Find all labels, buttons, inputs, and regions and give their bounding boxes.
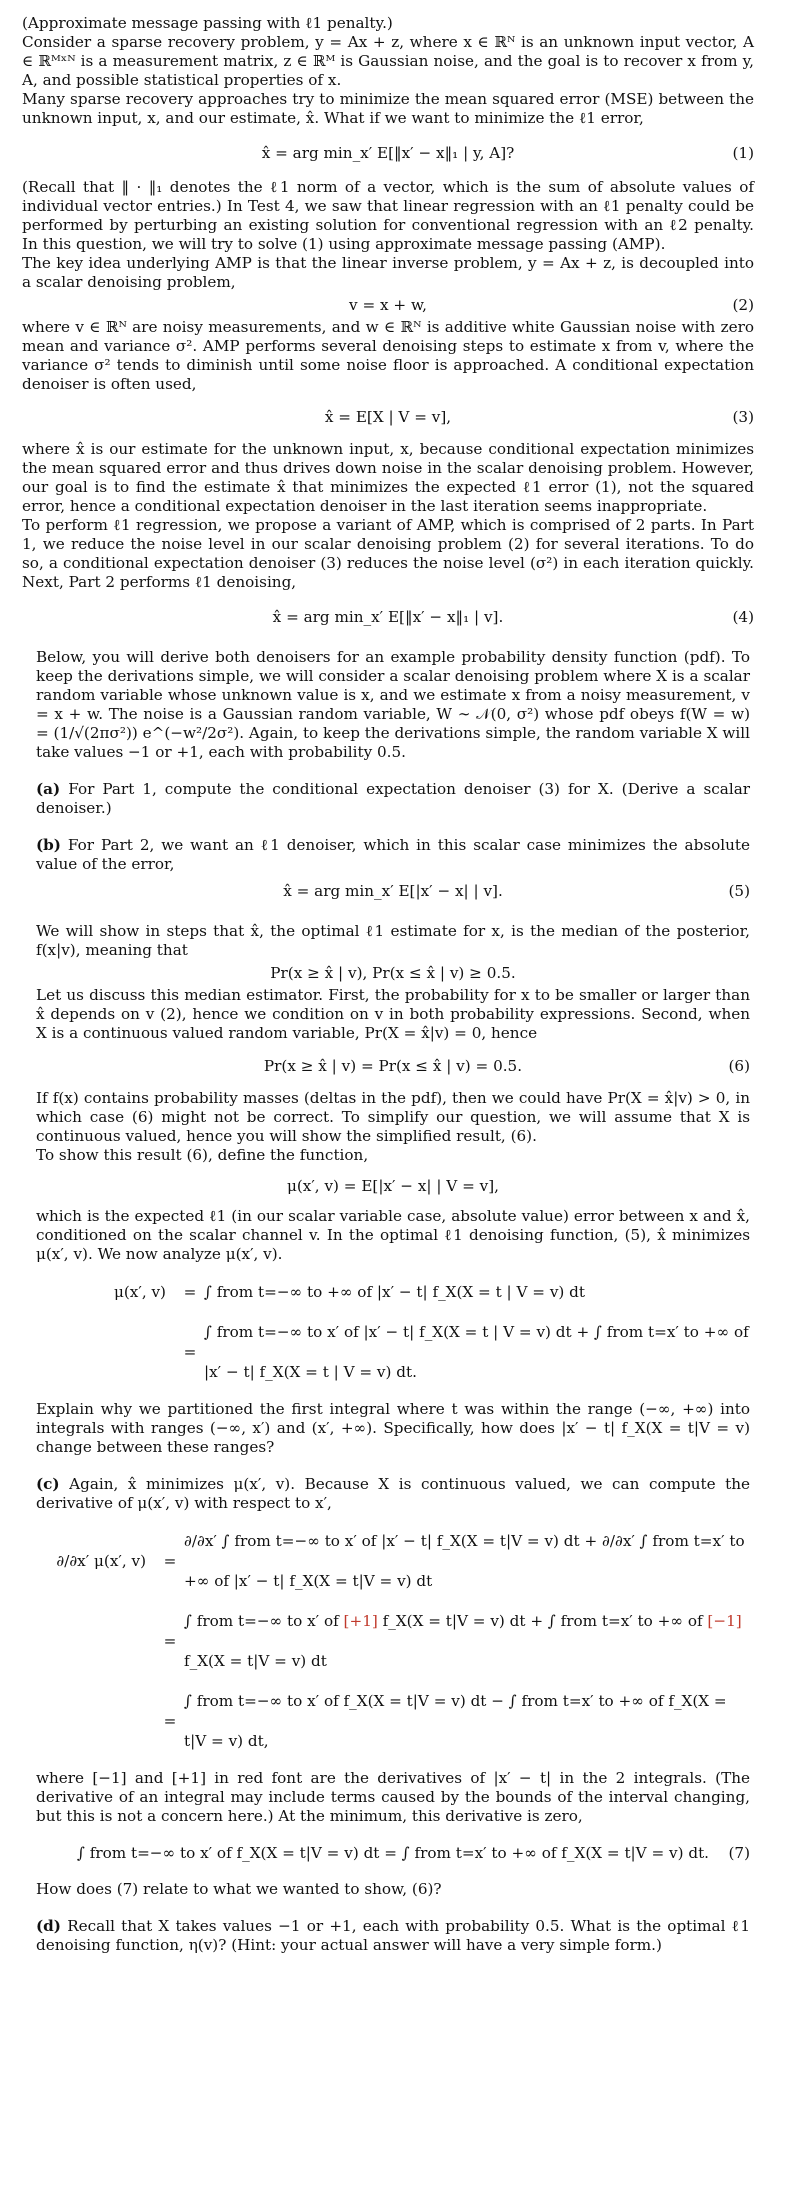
part-c-label: (c) (36, 1475, 60, 1493)
show-paragraph: We will show in steps that x̂, the optimal ℓ1 estimate for x, is the median of the posterior, f(x|v), meaning that (36, 922, 750, 959)
intro-paragraph-2: Many sparse recovery approaches try to minimize the mean squared error (MSE) between the unknown input, x, and our estimate, x̂. What if we want to minimize the ℓ1 error, (22, 90, 754, 127)
derivative-row-3 (36, 1681, 750, 1761)
derivative-equals-1: = (163, 1552, 177, 1570)
mu-definition-body: μ(x′, v) = E[|x′ − x| | V = v], (286, 1177, 499, 1195)
equation-1 (22, 142, 754, 164)
equation-2-number: (2) (732, 296, 754, 314)
recall-paragraph: (Recall that ‖ · ‖₁ denotes the ℓ1 norm of a vector, which is the sum of absolute values of individual vector entries.) In Test 4, we saw that linear regression with an ℓ1 penalty could be performed by perturbing an existing solution for conventional regression with an ℓ2 penalty. In this question, we will try to solve (1) using approximate message passing (AMP). (22, 178, 754, 253)
derivative-equals-2: = (163, 1632, 177, 1650)
part-a-text: For Part 1, compute the conditional expectation denoiser (3) for X. (Derive a scalar denoiser.) (36, 780, 751, 817)
part-c-text: Again, x̂ minimizes μ(x′, v). Because X is continuous valued, we can compute the derivative of μ(x′, v) with respect to x′, (36, 1475, 751, 1512)
plus-one-red: [+1] (343, 1612, 378, 1630)
equation-6-number: (6) (728, 1057, 750, 1075)
mu-equals-2: = (183, 1343, 197, 1361)
mu-line-1: ∫ from t=−∞ to +∞ of |x′ − t| f_X(X = t | V = v) dt (204, 1283, 585, 1301)
problem-title: (Approximate message passing with ℓ1 penalty.) (22, 14, 393, 32)
which-is-paragraph: which is the expected ℓ1 (in our scalar variable case, absolute value) error between x and x̂, conditioned on the scalar channel v. In the optimal ℓ1 denoising function, (5), x̂ minimizes μ(x′, v). We now analyze μ(x′, v). (36, 1207, 750, 1263)
equation-4-body: x̂ = arg min_x′ E[‖x′ − x‖₁ | v]. (272, 608, 504, 626)
mu-derivation (66, 1272, 750, 1392)
explain-paragraph: Explain why we partitioned the first integral where t was within the range (−∞, +∞) into integrals with ranges (−∞, x′) and (x′, +∞). Specifically, how does |x′ − t| f_X(X = t|V = v) change between these ranges? (36, 1400, 750, 1456)
equation-2-body: v = x + w, (349, 296, 427, 314)
equation-6 (36, 1055, 750, 1077)
equation-1-body: x̂ = arg min_x′ E[‖x′ − x‖₁ | y, A]? (261, 144, 515, 162)
below-paragraph: Below, you will derive both denoisers for an example probability density function (pdf). To keep the derivations simple, we will consider a scalar denoising problem where X is a scalar random variable whose unknown value is x, and we estimate x from a noisy measurement, v = x + w. The noise is a Gaussian random variable, W ∼ 𝒩(0, σ²) whose pdf obeys f(W = w) = (1/√(2πσ²)) e^(−w²/2σ²). Again, to keep the derivations simple, the random variable X will take values −1 or +1, each with probability 0.5. (36, 648, 750, 761)
part-d (36, 1917, 750, 1955)
equation-7-body: ∫ from t=−∞ to x′ of f_X(X = t|V = v) dt = ∫ from t=x′ to +∞ of f_X(X = t|V = v) dt. (76, 1844, 710, 1862)
part-c (36, 1475, 750, 1513)
part-d-label: (d) (36, 1917, 61, 1935)
where-v-paragraph: where v ∈ ℝᴺ are noisy measurements, and w ∈ ℝᴺ is additive white Gaussian noise with zero mean and variance σ². AMP performs several denoising steps to estimate x from v, where the variance σ² tends to diminish until some noise floor is approached. A conditional expectation denoiser is often used, (22, 318, 754, 393)
mu-lhs: μ(x′, v) (114, 1283, 166, 1301)
if-fx-paragraph: If f(x) contains probability masses (deltas in the pdf), then we could have Pr(X = x̂|v) > 0, in which case (6) might not be correct. To simplify our question, we will assume that X is continuous valued, hence you will show the simplified result, (6). (36, 1089, 750, 1145)
how-paragraph: How does (7) relate to what we wanted to show, (6)? (36, 1880, 442, 1898)
mu-line-2: ∫ from t=−∞ to x′ of |x′ − t| f_X(X = t | V = v) dt + ∫ from t=x′ to +∞ of |x′ − t| f_X(X = t | V = v) dt. (204, 1323, 749, 1381)
where-xhat-paragraph: where x̂ is our estimate for the unknown input, x, because conditional expectation minimizes the mean squared error and thus drives down noise in the scalar denoising problem. However, our goal is to find the estimate x̂ that minimizes the expected ℓ1 error (1), not the squared error, hence a conditional expectation denoiser in the last iteration seems inappropriate. (22, 440, 754, 515)
part-a-label: (a) (36, 780, 61, 798)
derivative-derivation (36, 1521, 750, 1761)
derivative-row-2 (36, 1601, 750, 1681)
derivative-line-2-part-c: f_X(X = t|V = v) dt (184, 1652, 327, 1670)
equation-7 (36, 1842, 750, 1864)
equation-5-body: x̂ = arg min_x′ E[|x′ − x| | v]. (283, 882, 503, 900)
equation-1-number: (1) (732, 144, 754, 162)
part-b-label: (b) (36, 836, 61, 854)
equation-6-body: Pr(x ≥ x̂ | v) = Pr(x ≤ x̂ | v) = 0.5. (263, 1057, 523, 1075)
discuss-paragraph: Let us discuss this median estimator. First, the probability for x to be smaller or larger than x̂ depends on v (2), hence we condition on v in both probability expressions. Second, when X is a continuous valued random variable, Pr(X = x̂|v) = 0, hence (36, 986, 750, 1042)
derivative-line-1: ∂/∂x′ ∫ from t=−∞ to x′ of |x′ − t| f_X(X = t|V = v) dt + ∂/∂x′ ∫ from t=x′ to +∞ of |x′ − t| f_X(X = t|V = v) dt (184, 1532, 745, 1590)
mu-derivation-row-1 (66, 1272, 750, 1312)
mu-definition (36, 1175, 750, 1197)
derivative-line-2-part-b: f_X(X = t|V = v) dt + ∫ from t=x′ to +∞ of (377, 1612, 708, 1630)
equation-5 (36, 880, 750, 902)
part-d-text: Recall that X takes values −1 or +1, each with probability 0.5. What is the optimal ℓ1 denoising function, η(v)? (Hint: your actual answer will have a very simple form.) (36, 1917, 751, 1954)
median-equation-body: Pr(x ≥ x̂ | v), Pr(x ≤ x̂ | v) ≥ 0.5. (270, 964, 516, 982)
perform-paragraph: To perform ℓ1 regression, we propose a variant of AMP, which is comprised of 2 parts. In Part 1, we reduce the noise level in our scalar denoising problem (2) for several iterations. To do so, a conditional expectation denoiser (3) reduces the noise level (σ²) in each iteration quickly. Next, Part 2 performs ℓ1 denoising, (22, 516, 754, 591)
where-red-paragraph: where [−1] and [+1] in red font are the derivatives of |x′ − t| in the 2 integrals. (The derivative of an integral may include terms caused by the bounds of the interval changing, but this is not a concern here.) At the minimum, this derivative is zero, (36, 1769, 750, 1825)
equation-3-body: x̂ = E[X | V = v], (324, 408, 452, 426)
derivative-line-2 (184, 1601, 750, 1681)
minus-one-red: [−1] (707, 1612, 742, 1630)
derivative-lhs: ∂/∂x′ μ(x′, v) (56, 1552, 146, 1570)
mu-derivation-row-2 (66, 1312, 750, 1392)
equation-4-number: (4) (732, 608, 754, 626)
part-b (36, 836, 750, 874)
equation-3-number: (3) (732, 408, 754, 426)
intro-paragraph-1: Consider a sparse recovery problem, y = Ax + z, where x ∈ ℝᴺ is an unknown input vector, A ∈ ℝᴹˣᴺ is a measurement matrix, z ∈ ℝᴹ is Gaussian noise, and the goal is to recover x from y, A, and possible statistical properties of x. (22, 33, 754, 89)
problem-parts (22, 648, 754, 1955)
derivative-row-1 (36, 1521, 750, 1601)
derivative-equals-3: = (163, 1712, 177, 1730)
part-a (36, 780, 750, 818)
equation-3 (22, 406, 754, 428)
mu-equals-1: = (183, 1283, 197, 1301)
part-b-text: For Part 2, we want an ℓ1 denoiser, which in this scalar case minimizes the absolute value of the error, (36, 836, 750, 873)
equation-5-number: (5) (728, 882, 750, 900)
median-equation (36, 962, 750, 984)
define-paragraph: To show this result (6), define the function, (36, 1146, 369, 1164)
equation-7-number: (7) (728, 1844, 750, 1862)
equation-2 (22, 294, 754, 316)
equation-4 (22, 606, 754, 628)
key-idea-paragraph: The key idea underlying AMP is that the linear inverse problem, y = Ax + z, is decoupled into a scalar denoising problem, (22, 254, 754, 291)
derivative-line-2-part-a: ∫ from t=−∞ to x′ of (184, 1612, 344, 1630)
derivative-line-3: ∫ from t=−∞ to x′ of f_X(X = t|V = v) dt − ∫ from t=x′ to +∞ of f_X(X = t|V = v) dt, (184, 1692, 727, 1750)
